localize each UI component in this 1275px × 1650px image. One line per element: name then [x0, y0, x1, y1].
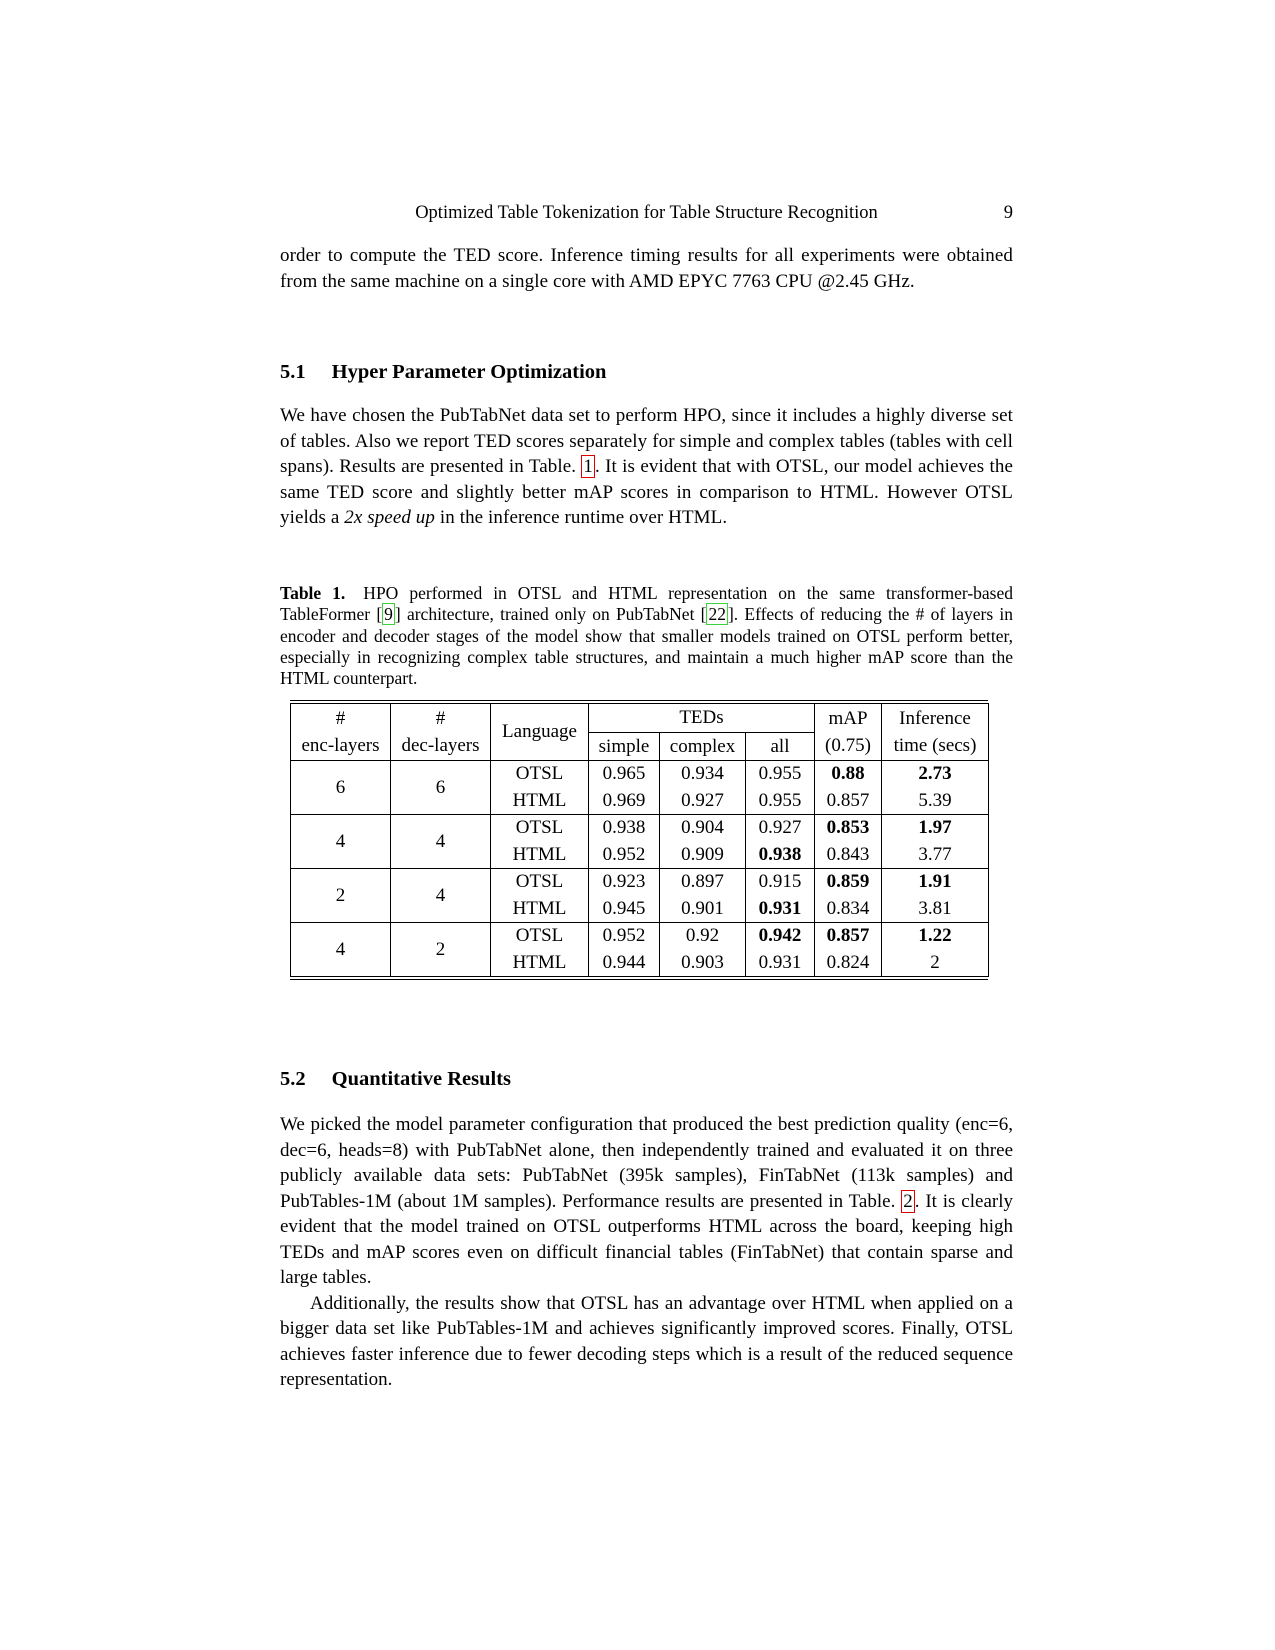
- cell-dec-layers: 4: [391, 869, 491, 923]
- col-header-simple: simple: [589, 733, 660, 761]
- cell-enc-layers: 2: [291, 869, 391, 923]
- cell-inference-time: 1.97: [882, 815, 989, 842]
- text-segment: We have chosen the PubTabNet data set to perform HPO, since it includes a highly diverse set of tables. Also we report TED scores separately for simple and complex tables (tables with cell spans). Results are presented in Table.: [280, 405, 1013, 477]
- cell-teds-complex: 0.927: [660, 788, 746, 815]
- cell-inference-time: 2.73: [882, 761, 989, 788]
- cell-teds-all: 0.915: [746, 869, 815, 896]
- cell-teds-simple: 0.952: [589, 842, 660, 869]
- cell-inference-time: 2: [882, 950, 989, 977]
- text-segment: in the inference runtime over HTML.: [435, 507, 728, 528]
- section-title: Hyper Parameter Optimization: [331, 361, 607, 383]
- cell-inference-time: 5.39: [882, 788, 989, 815]
- cell-teds-simple: 0.938: [589, 815, 660, 842]
- cell-teds-complex: 0.909: [660, 842, 746, 869]
- cell-language: HTML: [491, 788, 589, 815]
- text-segment: 2x speed up: [344, 507, 436, 528]
- running-head-title: Optimized Table Tokenization for Table Structure Recognition: [415, 203, 878, 223]
- cell-enc-layers: 6: [291, 761, 391, 815]
- table-1-ref-link[interactable]: 1: [583, 456, 593, 477]
- cell-enc-layers: 4: [291, 923, 391, 977]
- cell-language: OTSL: [491, 815, 589, 842]
- text-segment: [: [376, 604, 383, 625]
- section-number: 5.2: [280, 1068, 306, 1090]
- col-header-enc-layers: # enc-layers: [291, 704, 391, 761]
- table-1-caption: [280, 583, 1013, 689]
- cell-dec-layers: 4: [391, 815, 491, 869]
- cell-map: 0.834: [815, 896, 882, 923]
- cell-language: OTSL: [491, 923, 589, 950]
- col-header-language: Language: [491, 704, 589, 761]
- section-5-2-body: [280, 1112, 1013, 1393]
- col-header-inference: Inference time (secs): [882, 704, 989, 761]
- cell-teds-all: 0.955: [746, 761, 815, 788]
- hpo-results-table: [290, 703, 989, 977]
- cell-language: OTSL: [491, 761, 589, 788]
- cell-teds-simple: 0.944: [589, 950, 660, 977]
- cell-dec-layers: 6: [391, 761, 491, 815]
- table-row: [291, 869, 989, 896]
- cell-language: OTSL: [491, 869, 589, 896]
- col-header-all: all: [746, 733, 815, 761]
- table-2-ref-link[interactable]: 2: [903, 1190, 913, 1212]
- cell-language: HTML: [491, 950, 589, 977]
- col-header-complex: complex: [660, 733, 746, 761]
- cell-language: HTML: [491, 842, 589, 869]
- cell-teds-all: 0.931: [746, 950, 815, 977]
- section-5-2-paragraph-2: [280, 1291, 1013, 1393]
- table-1-container: [290, 700, 988, 980]
- text-segment: Additionally, the results show that OTSL has an advantage over HTML when applied on a bigger data set like PubTables-1M and achieves significantly improved scores. Finally, OTSL achieves faster inference due to fewer decoding steps which is a result of the reduced sequence representation.: [280, 1292, 1013, 1390]
- table-row: [291, 923, 989, 950]
- cell-teds-complex: 0.934: [660, 761, 746, 788]
- cell-teds-complex: 0.897: [660, 869, 746, 896]
- col-header-teds: TEDs: [589, 704, 815, 733]
- cell-map: 0.88: [815, 761, 882, 788]
- text-segment: HPO performed in OTSL and HTML representation on the same transformer-based TableFormer: [280, 583, 1013, 625]
- citation-22-link[interactable]: 22: [708, 604, 726, 625]
- text-segment: ]. Effects of reducing the # of layers in encoder and decoder stages of the model show that smaller models trained on OTSL perform better, especially in recognizing complex table structures, and maintain a much higher mAP score than the HTML counterpart.: [280, 604, 1013, 689]
- text-segment: We picked the model parameter configuration that produced the best prediction quality (enc=6, dec=6, heads=8) with PubTabNet alone, then independently trained and evaluated it on three publicly available data sets: PubTabNet (395k samples), FinTabNet (113k samples) and PubTables-1M (about 1M samples). Performance results are presented in Table.: [280, 1114, 1013, 1212]
- col-header-map: mAP (0.75): [815, 704, 882, 761]
- cell-language: HTML: [491, 896, 589, 923]
- cell-teds-simple: 0.923: [589, 869, 660, 896]
- cell-enc-layers: 4: [291, 815, 391, 869]
- cell-map: 0.857: [815, 788, 882, 815]
- section-title: Quantitative Results: [331, 1068, 511, 1090]
- cell-inference-time: 3.81: [882, 896, 989, 923]
- section-number: 5.1: [280, 361, 306, 383]
- cell-map: 0.824: [815, 950, 882, 977]
- hpo-table-body: [291, 761, 989, 977]
- cell-teds-complex: 0.92: [660, 923, 746, 950]
- text-segment: ] architecture, trained only on PubTabNet: [394, 604, 701, 625]
- cell-map: 0.853: [815, 815, 882, 842]
- intro-paragraph: [280, 243, 1013, 294]
- col-header-dec-layers: # dec-layers: [391, 704, 491, 761]
- cell-teds-simple: 0.965: [589, 761, 660, 788]
- cell-teds-complex: 0.904: [660, 815, 746, 842]
- table-row: [291, 761, 989, 788]
- page-number: 9: [1003, 203, 1013, 223]
- cell-inference-time: 3.77: [882, 842, 989, 869]
- table-row: [291, 815, 989, 842]
- cell-map: 0.843: [815, 842, 882, 869]
- cell-inference-time: 1.22: [882, 923, 989, 950]
- section-5-2-paragraph-1: [280, 1112, 1013, 1291]
- cell-teds-all: 0.927: [746, 815, 815, 842]
- section-heading-5-1: [280, 361, 1013, 384]
- hpo-table-header: [291, 704, 989, 761]
- text-segment: . It is clearly evident that the model trained on OTSL outperforms HTML across the board, keeping high TEDs and mAP scores even on difficult financial tables (FinTabNet) that contain sparse and large tables.: [280, 1190, 1013, 1288]
- cell-teds-all: 0.931: [746, 896, 815, 923]
- text-segment: Table 1.: [280, 583, 346, 603]
- cell-inference-time: 1.91: [882, 869, 989, 896]
- cell-teds-all: 0.938: [746, 842, 815, 869]
- cell-teds-complex: 0.903: [660, 950, 746, 977]
- text-segment: [: [700, 604, 707, 625]
- text-segment: order to compute the TED score. Inference timing results for all experiments were obtained from the same machine on a single core with AMD EPYC 7763 CPU @2.45 GHz.: [280, 245, 1013, 292]
- cell-teds-simple: 0.969: [589, 788, 660, 815]
- cell-teds-simple: 0.945: [589, 896, 660, 923]
- citation-9-link[interactable]: 9: [384, 604, 393, 625]
- cell-map: 0.859: [815, 869, 882, 896]
- cell-teds-complex: 0.901: [660, 896, 746, 923]
- cell-dec-layers: 2: [391, 923, 491, 977]
- section-heading-5-2: [280, 1068, 1013, 1091]
- cell-map: 0.857: [815, 923, 882, 950]
- running-head: [280, 203, 1013, 227]
- text-segment: . It is evident that with OTSL, our model achieves the same TED score and slightly better mAP scores in comparison to HTML. However OTSL yields a: [280, 456, 1013, 528]
- cell-teds-all: 0.955: [746, 788, 815, 815]
- section-5-1-paragraph: [280, 403, 1013, 531]
- cell-teds-simple: 0.952: [589, 923, 660, 950]
- cell-teds-all: 0.942: [746, 923, 815, 950]
